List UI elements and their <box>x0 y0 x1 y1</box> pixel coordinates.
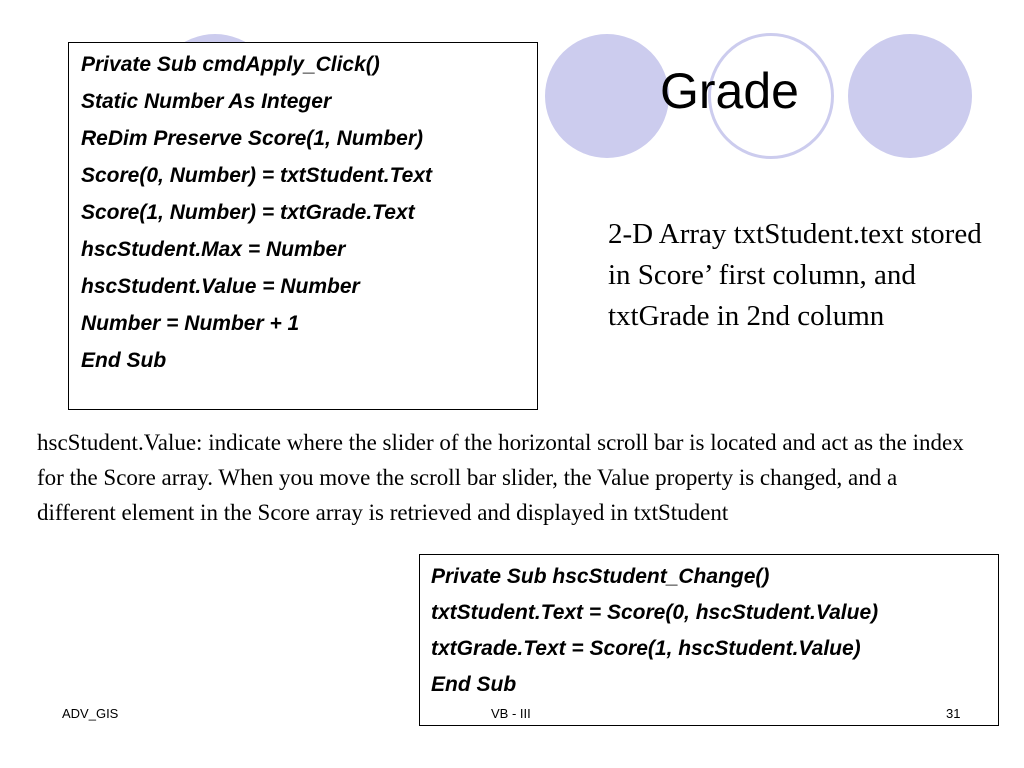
decor-circle-2 <box>545 34 669 158</box>
code-box-apply-click <box>68 42 538 410</box>
code-line: End Sub <box>81 349 167 372</box>
slide-number: 31 <box>946 706 961 721</box>
decor-circle-4 <box>848 34 972 158</box>
code-line: hscStudent.Value = Number <box>81 275 360 298</box>
side-note: 2-D Array txtStudent.text stored in Score’ first column, and txtGrade in 2nd column <box>608 218 982 332</box>
code-line: Score(1, Number) = txtGrade.Text <box>81 201 415 224</box>
slide-title: Grade <box>660 63 799 119</box>
code-line: ReDim Preserve Score(1, Number) <box>81 127 423 150</box>
code-line: Private Sub cmdApply_Click() <box>81 53 380 76</box>
code-line: hscStudent.Max = Number <box>81 238 346 261</box>
code-line: txtStudent.Text = Score(0, hscStudent.Value) <box>431 601 879 624</box>
code-line: Number = Number + 1 <box>81 312 300 335</box>
code-line: Score(0, Number) = txtStudent.Text <box>81 164 433 187</box>
description-paragraph: hscStudent.Value: indicate where the slider of the horizontal scroll bar is located and act as the index for the Score array. When you move the scroll bar slider, the Value property is changed, and a different element in the Score array is retrieved and displayed in txtStudent <box>37 430 964 525</box>
code-line: txtGrade.Text = Score(1, hscStudent.Value) <box>431 637 861 660</box>
footer-center-text: VB - III <box>491 706 531 721</box>
code-line: End Sub <box>431 673 517 696</box>
code-box-scroll-change <box>419 554 999 726</box>
footer-left-text: ADV_GIS <box>62 706 119 721</box>
code-line: Private Sub hscStudent_Change() <box>431 565 770 588</box>
code-line: Static Number As Integer <box>81 90 332 113</box>
